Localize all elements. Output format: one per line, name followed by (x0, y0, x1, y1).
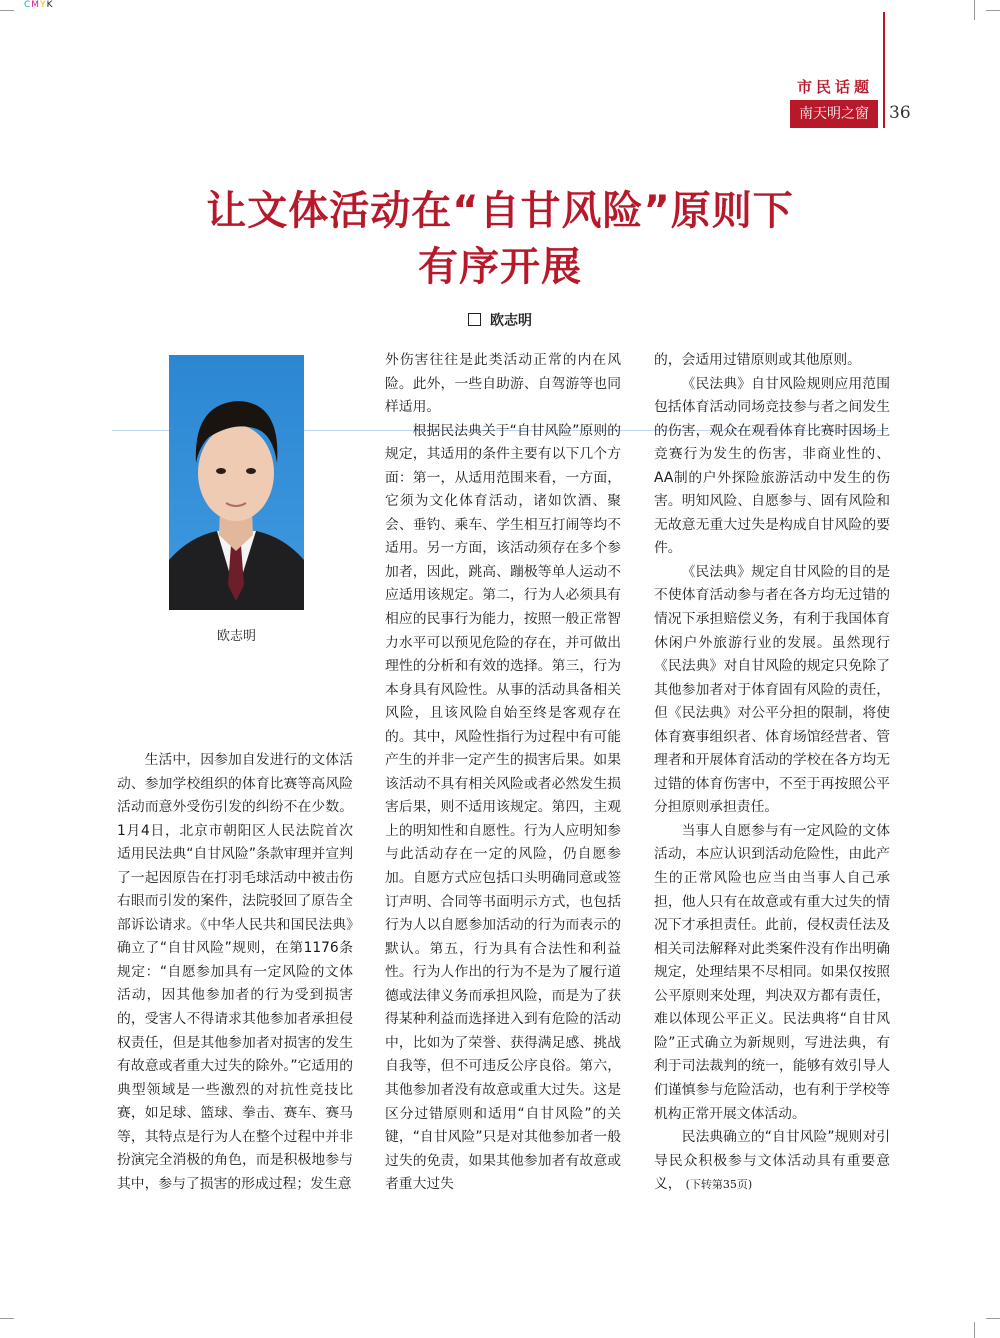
crop-mark (974, 1322, 975, 1338)
body-paragraph: 根据民法典关于“自甘风险”原则的规定，其适用的条件主要有以下几个方面：第一，从适用范围来看，一方面，它须为文化体育活动，诸如饮酒、聚会、垂钓、乘车、学生相互打闹等均不适用。另一方面，该活动须存在多个参加者，因此，跳高、蹦极等单人运动不应适用该规定。第二，行为人必须具有相应的民事行为能力，按照一般正常智力水平可以预见危险的存在，并可做出理性的分析和有效的选择。第三，行为本身具有风险性。从事的活动具备相关风险，且该风险自始至终是客观存在的。其中，风险性指行为过程中有可能产生的并非一定产生的损害后果。如果该活动不具有相关风险或者必然发生损害后果，则不适用该规定。第四，主观上的明知性和自愿性。行为人应明知参与此活动存在一定的风险，仍自愿参加。自愿方式应包括口头明确同意或签订声明、合同等书面明示方式，也包括行为人以自愿参加活动的行为而表示的默认。第五，行为具有合法性和利益性。行为人作出的行为不是为了履行道德或法律义务而承担风险，而是为了获得某种利益而选择进入到有危险的活动中，比如为了荣誉、获得满足感、挑战自我等，但不可违反公序良俗。第六，其他参加者没有故意或重大过失。这是区分过错原则和适用“自甘风险”的关键，“自甘风险”只是对其他参加者一般过失的免责，如果其他参加者有故意或者重大过失 (385, 422, 621, 1193)
body-paragraph: 外伤害往往是此类活动正常的内在风险。此外，一些自助游、自驾游等也同样适用。 (385, 352, 621, 416)
body-paragraph: 生活中，因参加自发进行的文体活动、参加学校组织的体育比赛等高风险活动而意外受伤引发的纠纷不在少数。1月4日，北京市朝阳区人民法院首次适用民法典“自甘风险”条款审理并宣判了一起因原告在打羽毛球活动中被击伤右眼而引发的案件，法院驳回了原告全部诉讼请求。《中华人民共和国民法典》确立了“自甘风险”规则，在第1176条规定：“自愿参加具有一定风险的文体活动，因其他参加者的行为受到损害的，受害人不得请求其他参加者承担侵权责任，但是其他参加者对损害的发生有故意或者重大过失的除外。”它适用的典型领域是一些激烈的对抗性竞技比赛，如足球、篮球、拳击、赛车、赛马等，其特点是行为人在整个过程中并非扮演完全消极的角色，而是积极地参与其中，参与了损害的形成过程；发生意 (117, 752, 353, 1192)
byline (0, 310, 1000, 330)
article-column-3 (654, 349, 890, 1197)
square-bullet-icon (468, 313, 481, 326)
article-column-2 (385, 349, 621, 1197)
body-text: 民法典确立的“自甘风险”规则对引导民众积极参与文体活动具有重要意义， (654, 1129, 890, 1193)
crop-mark (986, 10, 1000, 11)
author-photo (169, 355, 304, 610)
portrait-illustration (169, 355, 304, 610)
photo-caption: 欧志明 (216, 629, 256, 644)
page-number: 36 (889, 103, 911, 123)
title-line-2: 有序开展 (418, 244, 582, 290)
body-paragraph: 《民法典》规定自甘风险的目的是不使体育活动参与者在各方均无过错的情况下承担赔偿义务，有利于我国体育休闲户外旅游行业的发展。虽然现行《民法典》对自甘风险的规定只免除了其他参加者对于体育固有风险的责任，但《民法典》对公平分担的限制，将使体育赛事组织者、体育场馆经营者、管理者和开展体育活动的学校在各方均无过错的体育伤害中，不至于再按照公平分担原则承担责任。 (654, 563, 890, 816)
crop-mark (0, 10, 14, 11)
section-tag: 市民话题 (796, 78, 873, 96)
body-paragraph: 的，会适用过错原则或其他原则。 (654, 352, 861, 368)
continued-note: (下转第35页) (685, 1178, 753, 1192)
body-paragraph (654, 1126, 890, 1197)
article-title (100, 183, 900, 295)
body-paragraph: 当事人自愿参与有一定风险的文体活动，本应认识到活动危险性，由此产生的正常风险也应当由当事人自己承担，他人只有在故意或有重大过失的情况下才承担责任。此前，侵权责任法及相关司法解释对此类案件没有作出明确规定，处理结果不尽相同。如果仅按照公平原则来处理，判决双方都有责任，难以体现公平正义。民法典将“自甘风险”正式确立为新规则，写进法典，有利于司法裁判的统一，能够有效引导人们谨慎参与危险活动，也有利于学校等机构正常开展文体活动。 (654, 822, 890, 1122)
body-paragraph: 《民法典》自甘风险规则应用范围包括体育活动同场竞技参与者之间发生的伤害，观众在观看体育比赛时因场上竞赛行为发生的伤害，非商业性的、AA制的户外探险旅游活动中发生的伤害。明知风险、自愿参与、固有风险和无故意无重大过失是构成自甘风险的要件。 (654, 375, 890, 557)
header-divider-rule (883, 12, 885, 128)
column-name-badge: 南天明之窗 (790, 100, 878, 128)
article-column-1 (117, 749, 353, 1196)
crop-mark (0, 1318, 14, 1319)
cmyk-registration-mark: CMYK (24, 0, 54, 10)
author-name: 欧志明 (490, 313, 532, 329)
crop-mark (986, 1318, 1000, 1319)
crop-mark (974, 0, 975, 20)
title-line-1: 让文体活动在“自甘风险”原则下 (206, 188, 794, 234)
